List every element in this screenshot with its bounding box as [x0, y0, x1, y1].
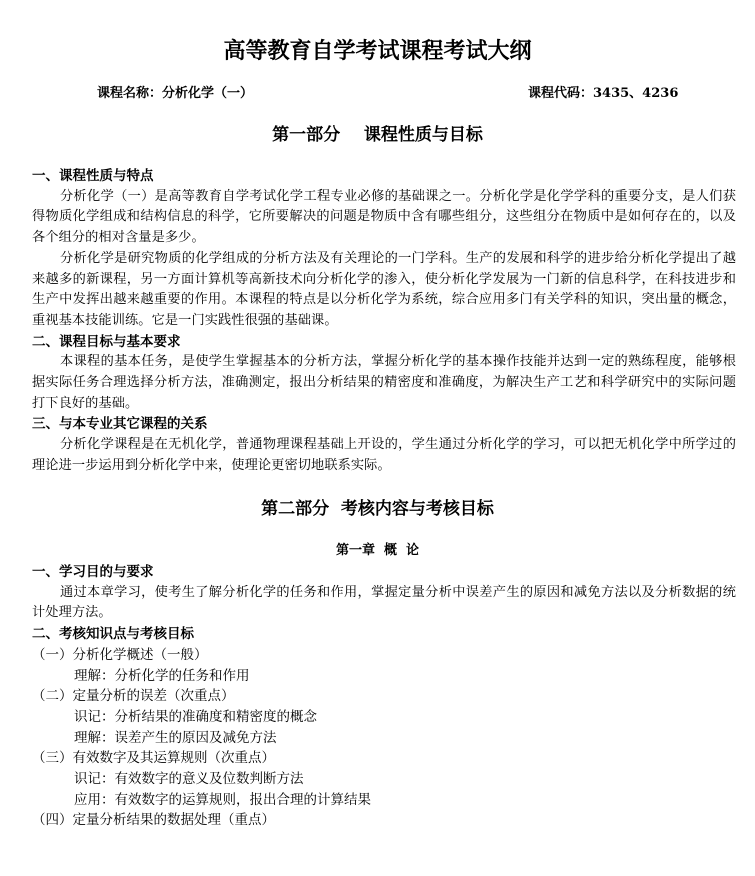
section-heading: 三、与本专业其它课程的关系	[32, 416, 208, 433]
list-item: （四）定量分析结果的数据处理（重点）	[32, 812, 275, 829]
document-title: 高等教育自学考试课程考试大纲	[223, 38, 532, 64]
paragraph: 分析化学课程是在无机化学，普通物理课程基础上开设的，学生通过分析化学的学习，可以把无机化学中所学过的理论进一步运用到分析化学中来，使理论更密切地联系实际。	[32, 437, 736, 473]
section-heading: 一、学习目的与要求	[32, 564, 154, 580]
part1-title: 第一部分 课程性质与目标	[272, 125, 483, 145]
part2-body	[32, 562, 736, 831]
list-item: （二）定量分析的误差（次重点）	[32, 688, 235, 705]
paragraph: 分析化学是研究物质的化学组成的分析方法及有关理论的一门学科。生产的发展和科学的进步给分析化学提出了越来越多的新课程，另一方面计算机等高新技术向分析化学的渗入，使分析化学发展为一门新的信息科学，在科技进步和生产中发挥出越来越重要的作用。本课程的特点是以分析化学为系统，综合应用多门有关学科的知识，突出量的概念，重视基本技能训练。它是一门实践性很强的基础课。	[32, 250, 736, 328]
section-heading: 一、课程性质与特点	[32, 168, 154, 184]
list-item: （三）有效数字及其运算规则（次重点）	[32, 750, 275, 767]
chapter-title: 第一章 概 论	[335, 543, 420, 558]
course-name: 课程名称：分析化学（一）	[97, 86, 254, 101]
list-item: 识记：分析结果的准确度和精密度的概念	[74, 708, 317, 725]
course-code: 课程代码：3435、4236	[528, 86, 679, 101]
list-item: 识记：有效数字的意义及位数判断方法	[74, 771, 304, 788]
list-item: 理解：误差产生的原因及减免方法	[74, 729, 277, 746]
paragraph: 本课程的基本任务，是使学生掌握基本的分析方法，掌握分析化学的基本操作技能并达到一定的熟练程度，能够根据实际任务合理选择分析方法，准确测定，报出分析结果的精密度和准确度，为解决生产工艺和科学研究中的实际问题打下良好的基础。	[32, 354, 736, 411]
paragraph: 通过本章学习，使考生了解分析化学的任务和作用，掌握定量分析中误差产生的原因和减免方法以及分析数据的统计处理方法。	[32, 584, 736, 621]
list-item: 应用：有效数字的运算规则，报出合理的计算结果	[74, 791, 371, 808]
list-item: （一）分析化学概述（一般）	[32, 646, 208, 663]
paragraph: 分析化学（一）是高等教育自学考试化学工程专业必修的基础课之一。分析化学是化学学科的重要分支，是人们获得物质化学组成和结构信息的科学，它所要解决的问题是物质中含有哪些组分，这些组分在物质中是如何存在的，以及各个组分的相对含量是多少。	[32, 188, 736, 246]
list-item: 理解：分析化学的任务和作用	[74, 667, 250, 684]
part1-body	[32, 166, 736, 477]
part2-title: 第二部分 考核内容与考核目标	[261, 499, 494, 519]
section-heading: 二、课程目标与基本要求	[32, 333, 181, 350]
section-heading: 二、考核知识点与考核目标	[32, 626, 194, 643]
